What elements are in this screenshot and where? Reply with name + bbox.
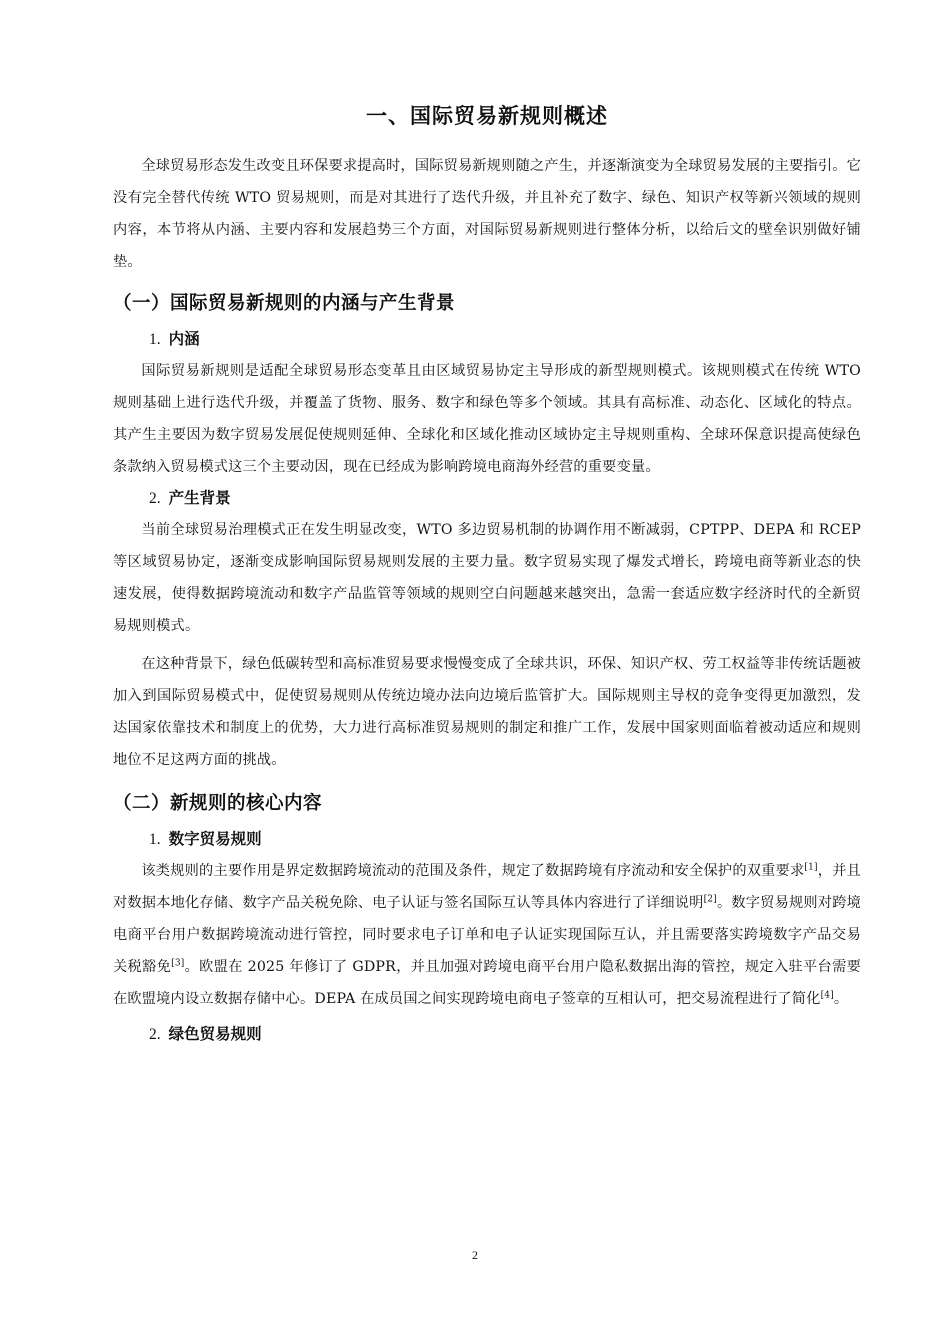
subheading-number: 1. [149, 331, 161, 348]
background-paragraph-1: 当前全球贸易治理模式正在发生明显改变，WTO 多边贸易机制的协调作用不断减弱，CPTPP、DEPA 和 RCEP 等区域贸易协定，逐渐变成影响国际贸易规则发展的主要力量。数字贸易实现了爆发式增长，跨境电商等新业态的快速发展，使得数据跨境流动和数字产品监管等领域的规则空白问题越来越突出，急需一套适应数字经济时代的全新贸易规则模式。 [113, 522, 861, 634]
citation-ref: [4] [820, 990, 834, 1001]
citation-ref: [2] [703, 894, 717, 905]
text-run: 。欧盟在 2025 年修订了 GDPR，并且加强对跨境电商平台用户隐私数据出海的管控，规定入驻平台需要在欧盟境内设立数据存储中心。DEPA 在成员国之间实现跨境电商电子签章的互相认可，把交易流程进行了简化 [113, 959, 861, 1007]
citation-ref: [1] [804, 862, 818, 873]
subheading-background [113, 483, 861, 514]
page-title: 一、国际贸易新规则概述 [366, 104, 608, 128]
text-run: 。数字贸易规则对跨境电商平台用户数据跨境流动进行管控，同时要求电子订单和电子认证实现国际互认，并且需要落实跨境数字产品交易关税豁免 [113, 895, 861, 975]
subheading-number: 2. [149, 490, 161, 507]
text-run: 该类规则的主要作用是界定数据跨境流动的范围及条件，规定了数据跨境有序流动和安全保护的双重要求 [141, 863, 805, 879]
citation-ref: [3] [171, 958, 185, 969]
subheading-label: 内涵 [168, 330, 200, 348]
section-heading-1: （一）国际贸易新规则的内涵与产生背景 [113, 293, 456, 314]
digital-trade-paragraph [113, 855, 861, 1015]
subheading-label: 产生背景 [168, 489, 231, 507]
intro-paragraph: 全球贸易形态发生改变且环保要求提高时，国际贸易新规则随之产生，并逐渐演变为全球贸易发展的主要指引。它没有完全替代传统 WTO 贸易规则，而是对其进行了迭代升级，并且补充了数字、绿色、知识产权等新兴领域的规则内容，本节将从内涵、主要内容和发展趋势三个方面，对国际贸易新规则进行整体分析，以给后文的壁垒识别做好铺垫。 [113, 158, 861, 270]
subheading-number: 2. [149, 1026, 161, 1043]
subheading-number: 1. [149, 831, 161, 848]
subheading-label: 数字贸易规则 [168, 830, 262, 848]
connotation-paragraph: 国际贸易新规则是适配全球贸易形态变革且由区域贸易协定主导形成的新型规则模式。该规则模式在传统 WTO 规则基础上进行迭代升级，并覆盖了货物、服务、数字和绿色等多个领域。其具有高标准、动态化、区域化的特点。其产生主要因为数字贸易发展促使规则延伸、全球化和区域化推动区域协定主导规则重构、全球环保意识提高使绿色条款纳入贸易模式这三个主要动因，现在已经成为影响跨境电商海外经营的重要变量。 [113, 363, 861, 475]
page-content [113, 96, 861, 1050]
subheading-green-trade [113, 1019, 861, 1050]
subheading-connotation [113, 324, 861, 355]
background-paragraph-2: 在这种背景下，绿色低碳转型和高标准贸易要求慢慢变成了全球共识，环保、知识产权、劳工权益等非传统话题被加入到国际贸易模式中，促使贸易规则从传统边境办法向边境后监管扩大。国际规则主导权的竞争变得更加激烈，发达国家依靠技术和制度上的优势，大力进行高标准贸易规则的制定和推广工作，发展中国家则面临着被动适应和规则地位不足这两方面的挑战。 [113, 656, 861, 768]
subheading-label: 绿色贸易规则 [168, 1025, 262, 1043]
text-run: 。 [833, 991, 849, 1007]
page-number: 2 [472, 1248, 478, 1262]
section-heading-2: （二）新规则的核心内容 [113, 793, 323, 814]
text-run: ，并且对数据本地化存储、数字产品关税免除、电子认证与签名国际互认等具体内容进行了详细说明 [113, 863, 861, 911]
subheading-digital-trade [113, 824, 861, 855]
